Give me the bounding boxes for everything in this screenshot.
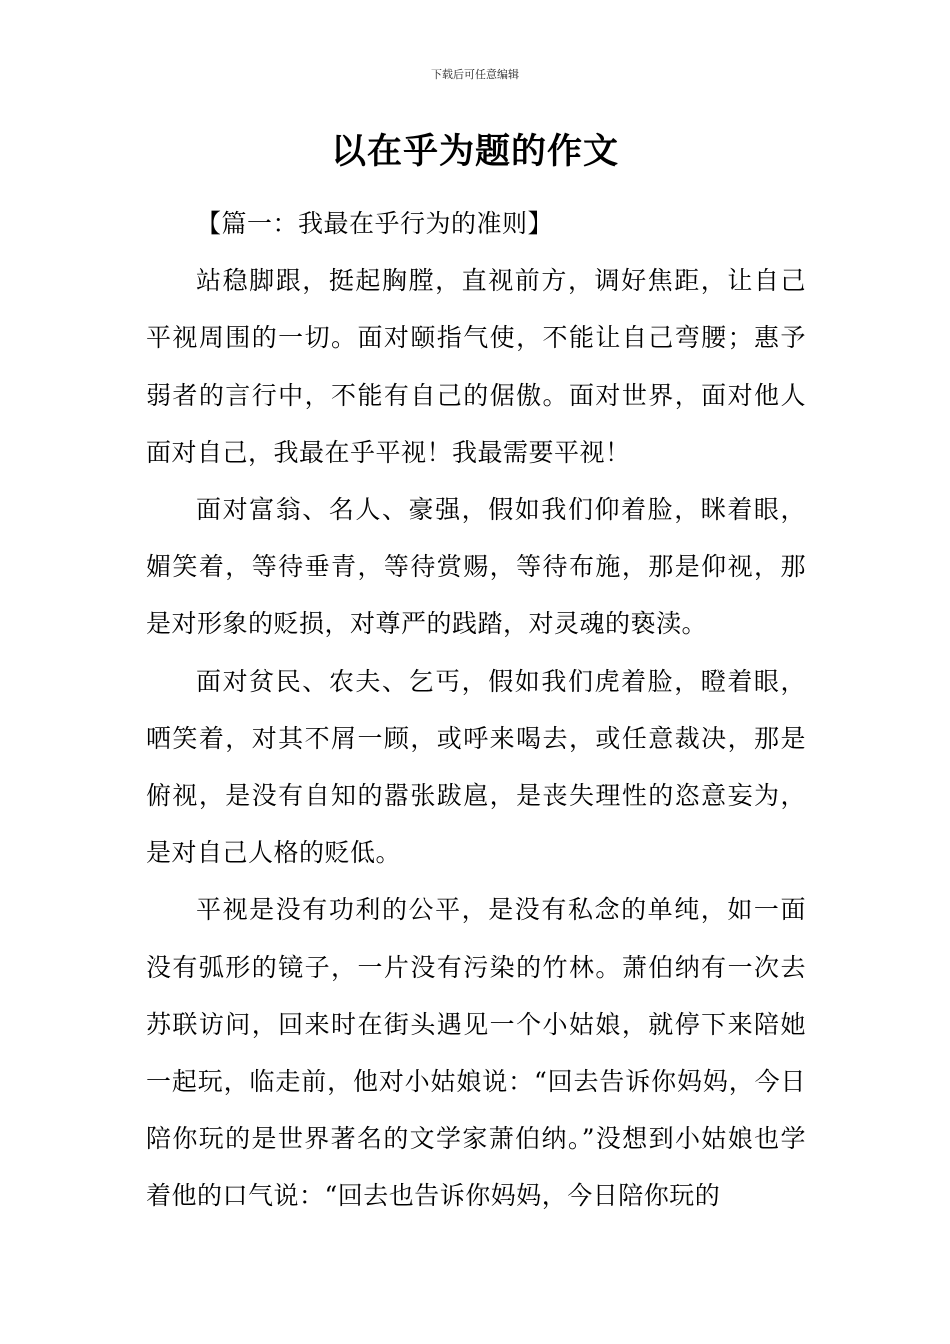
header-note: 下载后可任意编辑 (431, 68, 519, 81)
document-title: 以在乎为题的作文 (330, 132, 619, 172)
paragraph: 面对富翁、名人、豪强，假如我们仰着脸，眯着眼，媚笑着，等待垂青，等待赏赐，等待布施，那是仰视，那是对形象的贬损，对尊严的践踏，对灵魂的亵渎。 (146, 495, 806, 639)
document-body (146, 195, 806, 1225)
paragraph: 平视是没有功利的公平，是没有私念的单纯，如一面没有弧形的镜子，一片没有污染的竹林。萧伯纳有一次去苏联访问，回来时在街头遇见一个小姑娘，就停下来陪她一起玩，临走前，他对小姑娘说：“回去告诉你妈妈，今日陪你玩的是世界著名的文学家萧伯纳。”没想到小姑娘也学着他的口气说：“回去也告诉你妈妈，今日陪你玩的 (146, 895, 806, 1211)
paragraph: 站稳脚跟，挺起胸膛，直视前方，调好焦距，让自己平视周围的一切。面对颐指气使，不能让自己弯腰；惠予弱者的言行中，不能有自己的倨傲。面对世界，面对他人面对自己，我最在乎平视！我最需要平视！ (146, 266, 806, 467)
section-heading: 【篇一：我最在乎行为的准则】 (196, 209, 554, 238)
paragraph: 面对贫民、农夫、乞丐，假如我们虎着脸，瞪着眼，哂笑着，对其不屑一顾，或呼来喝去，或任意裁决，那是俯视，是没有自知的嚣张跋扈，是丧失理性的恣意妄为，是对自己人格的贬低。 (146, 666, 806, 868)
